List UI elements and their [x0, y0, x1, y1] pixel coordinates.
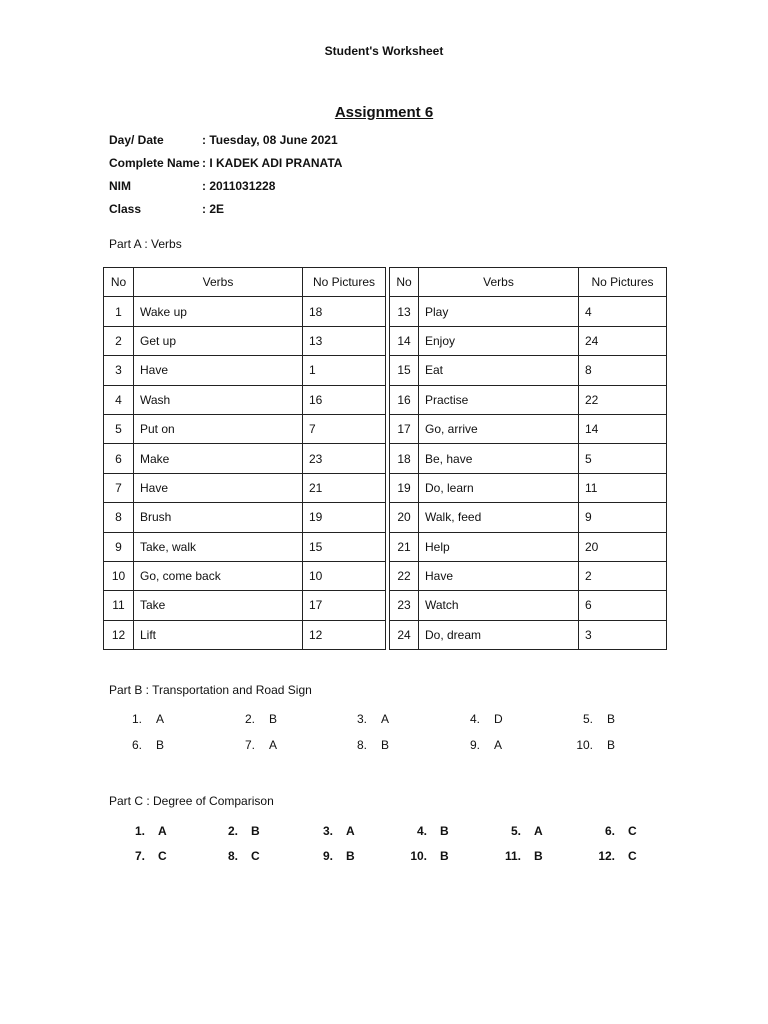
answer-letter: A: [158, 824, 167, 838]
header-verbs: Verbs: [419, 268, 579, 297]
table-row: [390, 356, 667, 385]
table-row: [104, 532, 386, 561]
assignment-title: [0, 104, 768, 121]
row-no: 17: [390, 414, 419, 443]
row-no: 12: [104, 620, 134, 649]
row-pictures: 21: [303, 473, 386, 502]
row-no: 10: [104, 561, 134, 590]
row-no: 3: [104, 356, 134, 385]
answer-letter: B: [156, 738, 165, 752]
answer-letter: A: [346, 824, 355, 838]
row-verb: Get up: [134, 326, 303, 355]
answer-item: [308, 849, 355, 863]
assignment-title-text: Assignment 6: [334, 104, 434, 121]
row-pictures: 5: [579, 444, 667, 473]
row-verb: Enjoy: [419, 326, 579, 355]
header-no: No: [390, 268, 419, 297]
header-pictures: No Pictures: [303, 268, 386, 297]
header-pictures: No Pictures: [579, 268, 667, 297]
row-verb: Brush: [134, 503, 303, 532]
row-no: 7: [104, 473, 134, 502]
row-no: 24: [390, 620, 419, 649]
answer-item: [569, 712, 615, 726]
answer-item: [118, 738, 164, 752]
row-verb: Watch: [419, 591, 579, 620]
table-row: [390, 414, 667, 443]
answer-number: 7.: [134, 849, 145, 863]
answer-item: [496, 849, 543, 863]
info-value: : 2011031228: [202, 179, 276, 193]
table-row: [390, 561, 667, 590]
info-value: : Tuesday, 08 June 2021: [202, 133, 338, 147]
row-pictures: 16: [303, 385, 386, 414]
verbs-table-left: [103, 267, 386, 650]
table-header-row: [390, 268, 667, 297]
info-label: Day/ Date: [109, 133, 164, 147]
answer-number: 9.: [322, 849, 333, 863]
row-pictures: 3: [579, 620, 667, 649]
answer-number: 2.: [244, 712, 255, 726]
answer-letter: A: [494, 738, 503, 752]
part-a-title: Part A : Verbs: [109, 237, 182, 251]
header-verbs: Verbs: [134, 268, 303, 297]
answer-item: [213, 824, 260, 838]
row-verb: Go, arrive: [419, 414, 579, 443]
answer-number: 8.: [227, 849, 238, 863]
row-verb: Play: [419, 297, 579, 326]
row-pictures: 9: [579, 503, 667, 532]
row-pictures: 22: [579, 385, 667, 414]
answer-number: 1.: [131, 712, 142, 726]
row-pictures: 17: [303, 591, 386, 620]
answer-item: [120, 824, 167, 838]
row-verb: Do, learn: [419, 473, 579, 502]
row-no: 9: [104, 532, 134, 561]
row-no: 19: [390, 473, 419, 502]
answer-number: 5.: [510, 824, 521, 838]
table-row: [390, 620, 667, 649]
answer-item: [456, 738, 502, 752]
answer-item: [402, 824, 449, 838]
row-pictures: 23: [303, 444, 386, 473]
table-row: [390, 532, 667, 561]
row-no: 23: [390, 591, 419, 620]
row-pictures: 13: [303, 326, 386, 355]
table-row: [390, 326, 667, 355]
row-no: 8: [104, 503, 134, 532]
answer-item: [231, 712, 277, 726]
answer-letter: C: [628, 849, 637, 863]
answer-number: 5.: [582, 712, 593, 726]
answer-number: 8.: [356, 738, 367, 752]
row-verb: Take, walk: [134, 532, 303, 561]
row-no: 5: [104, 414, 134, 443]
table-row: [104, 591, 386, 620]
row-verb: Make: [134, 444, 303, 473]
table-row: [390, 385, 667, 414]
table-row: [104, 356, 386, 385]
part-c-title: Part C : Degree of Comparison: [109, 794, 274, 808]
info-label: Class: [109, 202, 142, 216]
verbs-table-right: [389, 267, 667, 650]
table-row: [104, 473, 386, 502]
row-no: 13: [390, 297, 419, 326]
answer-letter: B: [381, 738, 390, 752]
row-no: 11: [104, 591, 134, 620]
table-row: [390, 444, 667, 473]
row-pictures: 19: [303, 503, 386, 532]
answer-number: 12.: [598, 849, 615, 863]
info-value: : 2E: [202, 202, 225, 216]
row-pictures: 15: [303, 532, 386, 561]
table-row: [390, 591, 667, 620]
row-no: 14: [390, 326, 419, 355]
answer-number: 6.: [131, 738, 142, 752]
row-no: 6: [104, 444, 134, 473]
row-no: 2: [104, 326, 134, 355]
answer-number: 4.: [416, 824, 427, 838]
answer-letter: B: [269, 712, 278, 726]
row-no: 18: [390, 444, 419, 473]
answer-item: [496, 824, 543, 838]
answer-number: 4.: [469, 712, 480, 726]
table-row: [104, 297, 386, 326]
row-pictures: 18: [303, 297, 386, 326]
row-pictures: 24: [579, 326, 667, 355]
answer-number: 7.: [244, 738, 255, 752]
answer-item: [590, 824, 637, 838]
answer-number: 10.: [410, 849, 427, 863]
answer-letter: B: [440, 849, 449, 863]
answer-item: [120, 849, 167, 863]
answer-letter: C: [251, 849, 260, 863]
answer-item: [590, 849, 637, 863]
answer-number: 9.: [469, 738, 480, 752]
answer-letter: B: [607, 712, 616, 726]
answer-item: [213, 849, 260, 863]
row-no: 1: [104, 297, 134, 326]
row-no: 21: [390, 532, 419, 561]
row-verb: Put on: [134, 414, 303, 443]
row-verb: Take: [134, 591, 303, 620]
answer-letter: C: [158, 849, 167, 863]
answer-number: 10.: [576, 738, 593, 752]
row-no: 4: [104, 385, 134, 414]
row-verb: Go, come back: [134, 561, 303, 590]
worksheet-title: Student's Worksheet: [324, 44, 444, 58]
answer-item: [402, 849, 449, 863]
row-pictures: 7: [303, 414, 386, 443]
row-pictures: 4: [579, 297, 667, 326]
answer-item: [231, 738, 277, 752]
table-row: [104, 503, 386, 532]
row-pictures: 20: [579, 532, 667, 561]
row-verb: Eat: [419, 356, 579, 385]
answer-number: 3.: [322, 824, 333, 838]
info-label: Complete Name: [109, 156, 200, 170]
answer-letter: A: [534, 824, 543, 838]
answer-letter: A: [156, 712, 165, 726]
row-no: 20: [390, 503, 419, 532]
table-row: [104, 385, 386, 414]
table-row: [104, 326, 386, 355]
table-row: [104, 414, 386, 443]
row-verb: Be, have: [419, 444, 579, 473]
row-pictures: 8: [579, 356, 667, 385]
row-verb: Help: [419, 532, 579, 561]
row-pictures: 2: [579, 561, 667, 590]
answer-letter: A: [381, 712, 390, 726]
table-row: [104, 620, 386, 649]
answer-letter: B: [346, 849, 355, 863]
info-value: : I KADEK ADI PRANATA: [202, 156, 343, 170]
answer-letter: B: [534, 849, 543, 863]
row-pictures: 10: [303, 561, 386, 590]
row-pictures: 12: [303, 620, 386, 649]
table-row: [104, 561, 386, 590]
table-header-row: [104, 268, 386, 297]
table-row: [104, 444, 386, 473]
answer-number: 2.: [227, 824, 238, 838]
answer-letter: B: [440, 824, 449, 838]
answer-item: [456, 712, 503, 726]
row-no: 16: [390, 385, 419, 414]
answer-number: 1.: [134, 824, 145, 838]
header-no: No: [104, 268, 134, 297]
answer-number: 6.: [604, 824, 615, 838]
part-b-title: Part B : Transportation and Road Sign: [109, 683, 312, 697]
row-verb: Have: [419, 561, 579, 590]
answer-number: 11.: [504, 849, 521, 863]
row-verb: Wash: [134, 385, 303, 414]
row-verb: Lift: [134, 620, 303, 649]
answer-letter: B: [251, 824, 260, 838]
row-no: 15: [390, 356, 419, 385]
row-pictures: 1: [303, 356, 386, 385]
row-verb: Have: [134, 473, 303, 502]
row-pictures: 6: [579, 591, 667, 620]
answer-item: [118, 712, 164, 726]
row-verb: Walk, feed: [419, 503, 579, 532]
answer-item: [343, 712, 389, 726]
row-verb: Wake up: [134, 297, 303, 326]
info-label: NIM: [109, 179, 131, 193]
row-no: 22: [390, 561, 419, 590]
row-verb: Have: [134, 356, 303, 385]
row-verb: Practise: [419, 385, 579, 414]
table-row: [390, 503, 667, 532]
answer-letter: D: [494, 712, 503, 726]
answer-item: [343, 738, 389, 752]
row-pictures: 11: [579, 473, 667, 502]
table-row: [390, 297, 667, 326]
answer-letter: A: [269, 738, 278, 752]
table-row: [390, 473, 667, 502]
answer-letter: C: [628, 824, 637, 838]
answer-item: [308, 824, 355, 838]
answer-number: 3.: [356, 712, 367, 726]
answer-letter: B: [607, 738, 616, 752]
row-pictures: 14: [579, 414, 667, 443]
row-verb: Do, dream: [419, 620, 579, 649]
answer-item: [569, 738, 615, 752]
